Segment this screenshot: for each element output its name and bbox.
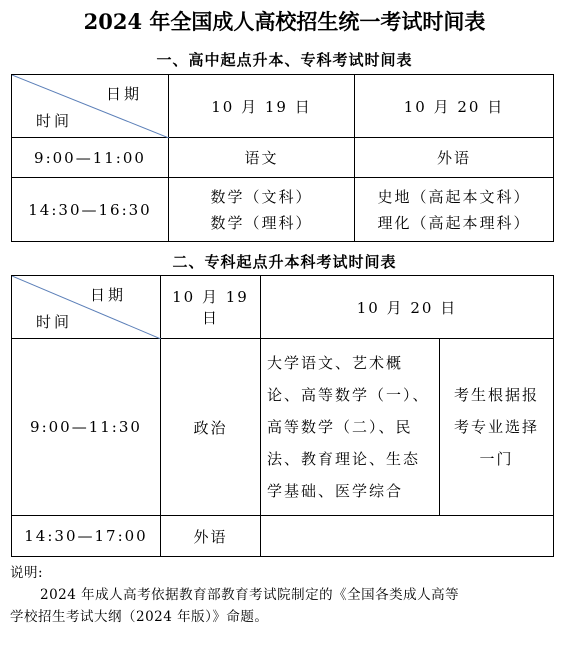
subject-cell: 外语 [355,138,554,178]
table-header-row [12,276,554,339]
note-line: 一门 [479,450,514,468]
subject-line: 高等数学（二）、民 [267,418,413,436]
table-header-row [12,75,554,138]
section2-heading: 二、专科起点升本科考试时间表 [172,253,397,271]
date-label: 日期 [105,85,142,103]
day1-header: 10 月 19 日 [161,276,261,339]
subject-line: 数学（文科） [210,187,313,206]
section2-table [11,275,554,557]
time-label: 时间 [36,313,73,331]
table-row [12,516,554,557]
time-slot: 9:00—11:30 [12,339,161,516]
subject-line: 学基础、医学综合 [267,482,404,500]
diagonal-line [12,276,161,339]
day2-header: 10 月 20 日 [261,276,554,339]
table-row [12,138,554,178]
notes-text-line: 学校招生考试大纲（2024 年版）》命题。 [10,609,269,625]
subject-line: 论、高等数学（一）、 [267,386,430,404]
subject-line: 理化（高起本理科） [377,213,531,232]
subject-line: 数学（理科） [210,213,313,232]
subject-cell: 政治 [161,339,261,516]
empty-cell [261,516,554,557]
note-line: 考生根据报 [454,386,540,404]
subject-line: 大学语文、艺术概 [267,354,404,372]
subject-line: 法、教育理论、生态 [267,450,421,468]
day2-header: 10 月 20 日 [355,75,554,138]
time-label: 时间 [36,112,73,130]
notes-label: 说明: [10,565,44,581]
table-row [12,339,554,516]
diagonal-header-cell [12,75,169,138]
day1-header: 10 月 19 日 [169,75,355,138]
subject-cell [169,178,355,242]
subject-cell: 外语 [161,516,261,557]
subject-list-cell [261,339,440,516]
page-title: 2024 年全国成人高校招生统一考试时间表 [83,9,486,34]
notes-text-line: 2024 年成人高考依据教育部教育考试院制定的《全国各类成人高等 [40,587,460,603]
table-row [12,178,554,242]
note-line: 考专业选择 [454,418,540,436]
selection-note-cell [440,339,554,516]
notes-block [10,562,560,628]
time-slot: 14:30—17:00 [12,516,161,557]
time-slot: 14:30—16:30 [12,178,169,242]
section1-table [11,74,554,242]
time-slot: 9:00—11:00 [12,138,169,178]
diagonal-header-cell [12,276,161,339]
subject-line: 史地（高起本文科） [377,187,531,206]
date-label: 日期 [89,286,126,304]
subject-cell: 语文 [169,138,355,178]
subject-cell [355,178,554,242]
section1-heading: 一、高中起点升本、专科考试时间表 [156,51,413,69]
